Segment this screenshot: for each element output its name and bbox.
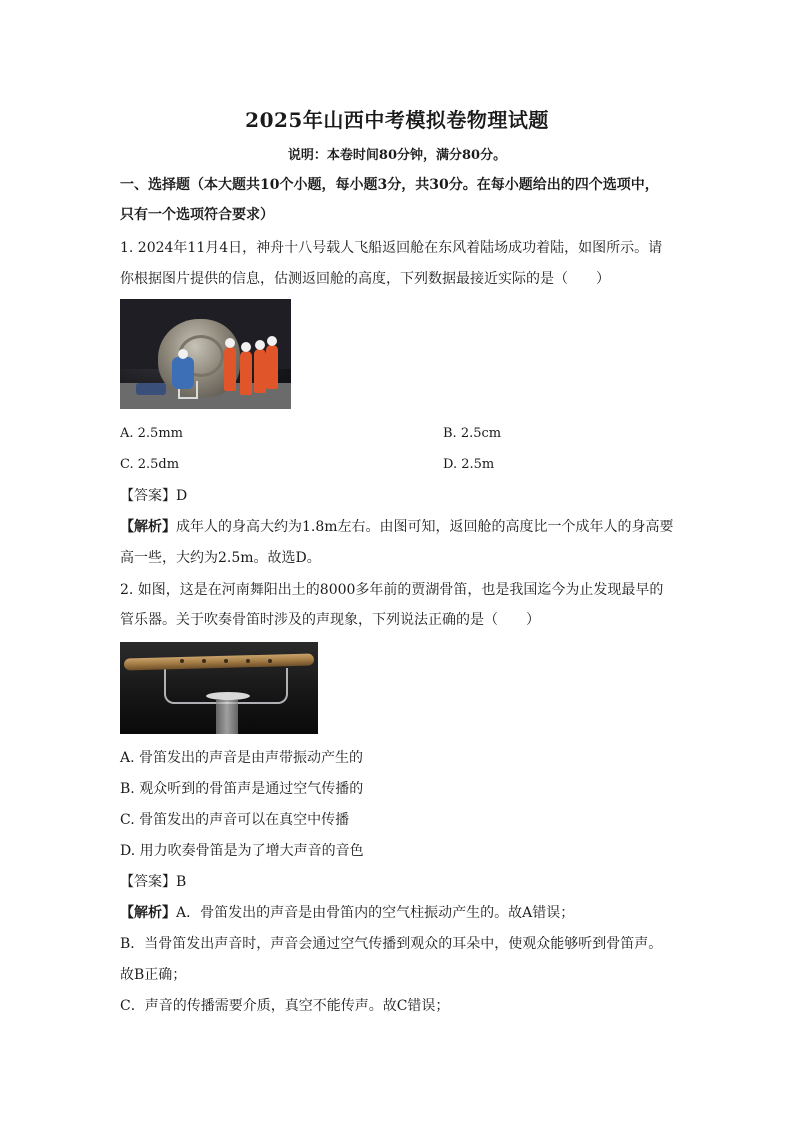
- question-2-stem-line-1: 2. 如图，这是在河南舞阳出土的8000多年前的贾湖骨笛，也是我国迄今为止发现最早的: [120, 582, 664, 598]
- question-2-stem-line-2: 管乐器。关于吹奏骨笛时涉及的声现象，下列说法正确的是（ ）: [120, 612, 540, 628]
- worker-orange-suit-3: [254, 349, 266, 393]
- question-1-option-d: D. 2.5m: [443, 457, 495, 472]
- analysis-text: 成年人的身高大约为1.8m左右。由图可知，返回舱的高度比一个成年人的身高要: [176, 519, 674, 535]
- question-2-option-c: C. 骨笛发出的声音可以在真空中传播: [120, 812, 350, 828]
- question-2-analysis-line-4: C．声音的传播需要介质，真空不能传声。故C错误；: [120, 998, 450, 1014]
- bone-flute-photo: [120, 642, 318, 734]
- section-heading-line-1: 一、选择题（本大题共10个小题，每小题3分，共30分。在每小题给出的四个选项中，: [120, 177, 659, 193]
- question-2-analysis-line-3: 故B正确；: [120, 967, 187, 983]
- flute-hole: [268, 659, 272, 663]
- return-capsule-photo: [120, 299, 291, 409]
- question-1-analysis-line-1: [120, 518, 680, 536]
- question-2-analysis-line-1: [120, 904, 680, 922]
- analysis-label: 【解析】: [120, 519, 176, 535]
- display-stand-post: [216, 700, 238, 734]
- question-1-stem-line-2: 你根据图片提供的信息，估测返回舱的高度，下列数据最接近实际的是（ ）: [120, 271, 610, 287]
- question-1-analysis-line-2: 高一些，大约为2.5m。故选D。: [120, 550, 321, 566]
- page-title: 2025年山西中考模拟卷物理试题: [245, 108, 549, 132]
- flute-hole: [224, 659, 228, 663]
- display-stand-base: [206, 692, 250, 700]
- question-1-stem-line-1: 1. 2024年11月4日，神舟十八号载人飞船返回舱在东风着陆场成功着陆，如图所示。请: [120, 240, 663, 256]
- worker-orange-suit-1: [224, 347, 236, 391]
- analysis-text: A．骨笛发出的声音是由骨笛内的空气柱振动产生的。故A错误；: [176, 905, 575, 921]
- question-2-answer: 【答案】B: [120, 874, 187, 890]
- worker-blue-suit: [172, 357, 194, 389]
- flute-hole: [180, 659, 184, 663]
- question-2-analysis-line-2: B．当骨笛发出声音时，声音会通过空气传播到观众的耳朵中，使观众能够听到骨笛声。: [120, 936, 663, 952]
- exam-note: 说明：本卷时间80分钟，满分80分。: [287, 148, 507, 163]
- flute-hole: [202, 659, 206, 663]
- question-1-answer: 【答案】D: [120, 488, 188, 504]
- analysis-label: 【解析】: [120, 905, 176, 921]
- worker-orange-suit-2: [240, 351, 252, 395]
- worker-orange-suit-4: [266, 345, 278, 389]
- question-1-option-a: A. 2.5mm: [120, 426, 183, 441]
- equipment-bags: [136, 383, 166, 395]
- question-2-option-d: D. 用力吹奏骨笛是为了增大声音的音色: [120, 843, 364, 859]
- flute-hole: [246, 659, 250, 663]
- question-2-option-b: B. 观众听到的骨笛声是通过空气传播的: [120, 781, 364, 797]
- question-2-option-a: A. 骨笛发出的声音是由声带振动产生的: [120, 750, 364, 766]
- section-heading-line-2: 只有一个选项符合要求）: [120, 207, 274, 223]
- question-1-option-b: B. 2.5cm: [443, 426, 502, 441]
- question-1-option-c: C. 2.5dm: [120, 457, 180, 472]
